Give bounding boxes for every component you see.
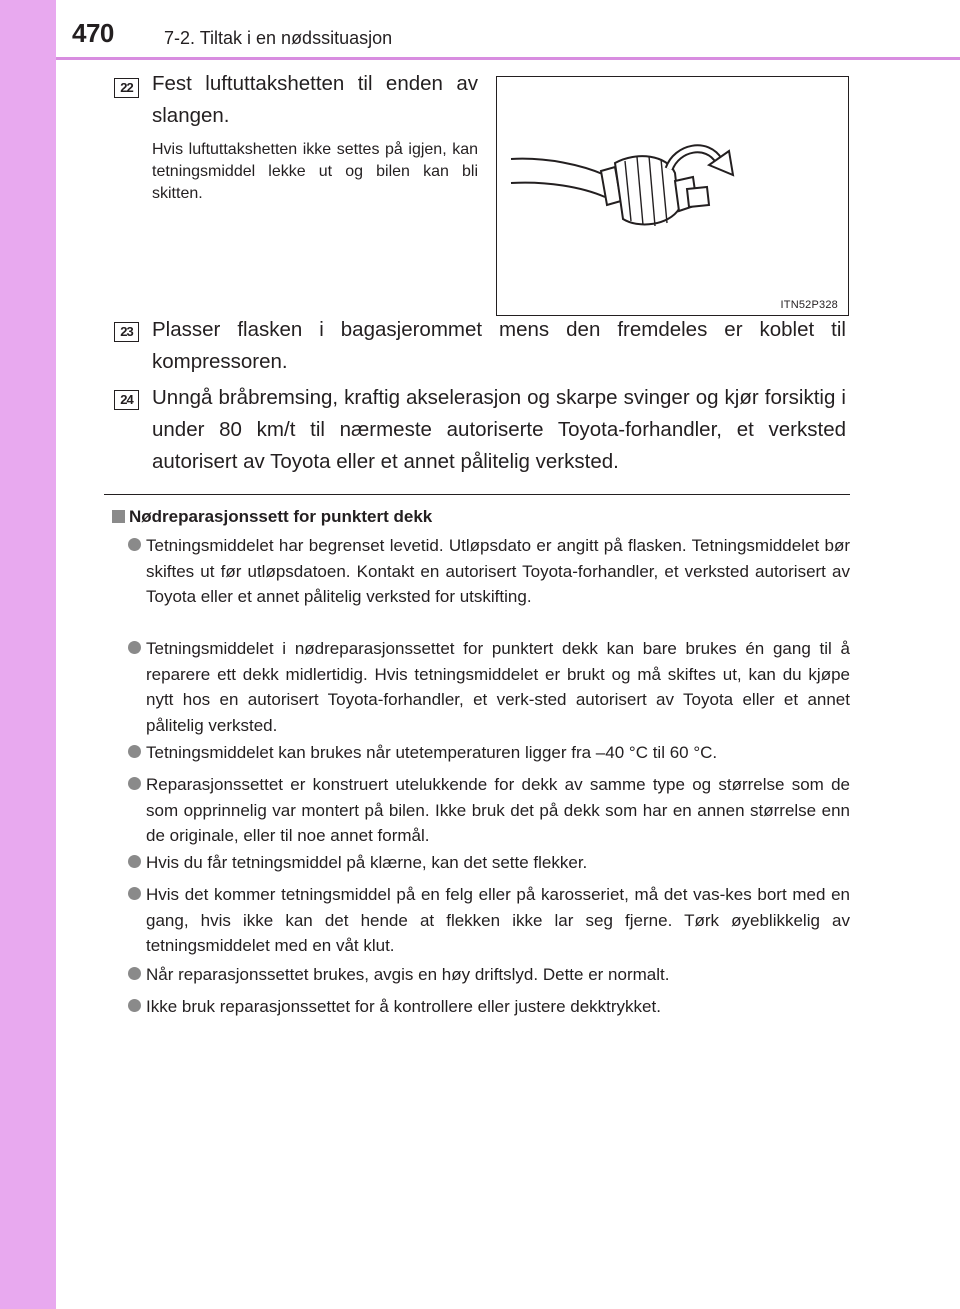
- list-item-text: Tetningsmiddelet kan brukes når utetemperaturen ligger fra –40 °C til 60 °C.: [146, 743, 718, 762]
- list-item-text: Når reparasjonssettet brukes, avgis en høy driftslyd. Dette er normalt.: [146, 965, 670, 984]
- step-note: Hvis luftuttakshetten ikke settes på igjen, kan tetningsmiddel lekke ut og bilen kan bli skitten.: [152, 141, 478, 202]
- step-instruction: Unngå bråbremsing, kraftig akselerasjon og skarpe svinger og kjør forsiktig i under 80 km/t til nærmeste autoriserte Toyota-forhandler, et verksted autorisert av Toyota eller et annet pålitelig verksted.: [152, 386, 846, 473]
- list-item-text: Tetningsmiddelet har begrenset levetid. Utløpsdato er angitt på flasken. Tetningsmiddelet bør skiftes ut før utløpsdatoen. Kontakt en autorisert Toyota-forhandler, et verksted autorisert av Toyota eller et annet pålitelig verksted for utskifting.: [146, 536, 850, 606]
- list-item: [128, 740, 850, 766]
- notes-heading-text: Nødreparasjonssett for punktert dekk: [129, 507, 433, 526]
- bullet-dot-icon: [128, 538, 141, 551]
- list-item: [128, 994, 850, 1020]
- hose-cap-illustration: [496, 76, 849, 316]
- figure-code: ITN52P328: [780, 299, 838, 311]
- square-bullet-icon: [112, 510, 125, 523]
- step-instruction: Plasser flasken i bagasjerommet mens den fremdeles er koblet til kompressoren.: [152, 318, 846, 373]
- bullet-dot-icon: [128, 641, 141, 654]
- list-item-text: Tetningsmiddelet i nødreparasjonssettet for punktert dekk kan bare brukes én gang til å reparere ett dekk midlertidig. Hvis tetningsmiddelet er brukt og må skiftes ut, kan du kjøpe nytt hos en autorisert Toyota-forhandler, et verk-sted autorisert av Toyota eller et annet pålitelig verksted.: [146, 639, 850, 735]
- list-item: [128, 533, 850, 610]
- notes-heading: [112, 507, 432, 527]
- section-title: 7-2. Tiltak i en nødssituasjon: [164, 28, 393, 48]
- bullet-dot-icon: [128, 777, 141, 790]
- chapter-side-band: [0, 0, 56, 1309]
- bullet-dot-icon: [128, 855, 141, 868]
- page-number: 470: [72, 18, 114, 48]
- bullet-dot-icon: [128, 887, 141, 900]
- list-item: [128, 962, 850, 988]
- step-number-badge: 23: [114, 322, 139, 342]
- bullet-dot-icon: [128, 967, 141, 980]
- list-item: [128, 882, 850, 959]
- list-item-text: Reparasjonssettet er konstruert utelukkende for dekk av samme type og størrelse som de som opprinnelig var montert på bilen. Ikke bruk det på dekk som har en annen størrelse enn de originale, eller til noe annet formål.: [146, 775, 850, 845]
- bullet-dot-icon: [128, 745, 141, 758]
- list-item: [128, 636, 850, 738]
- bullet-dot-icon: [128, 999, 141, 1012]
- hose-cap-rotate-illustration-icon: [497, 77, 848, 315]
- list-item-text: Ikke bruk reparasjonssettet for å kontrollere eller justere dekktrykket.: [146, 997, 661, 1016]
- section-divider: [104, 494, 850, 495]
- list-item-text: Hvis du får tetningsmiddel på klærne, kan det sette flekker.: [146, 853, 588, 872]
- list-item-text: Hvis det kommer tetningsmiddel på en felg eller på karosseriet, må det vas-kes bort med en gang, hvis ikke kan det hende at flekken ikke lar seg fjerne. Tørk øyeblikkelig av tetningsmiddelet med en våt klut.: [146, 885, 850, 955]
- step-instruction: Fest luftuttakshetten til enden av slangen.: [152, 72, 478, 127]
- step-number-badge: 22: [114, 78, 139, 98]
- step-number-badge: 24: [114, 390, 139, 410]
- list-item: [128, 772, 850, 849]
- list-item: [128, 850, 850, 876]
- header-rule: [56, 57, 960, 60]
